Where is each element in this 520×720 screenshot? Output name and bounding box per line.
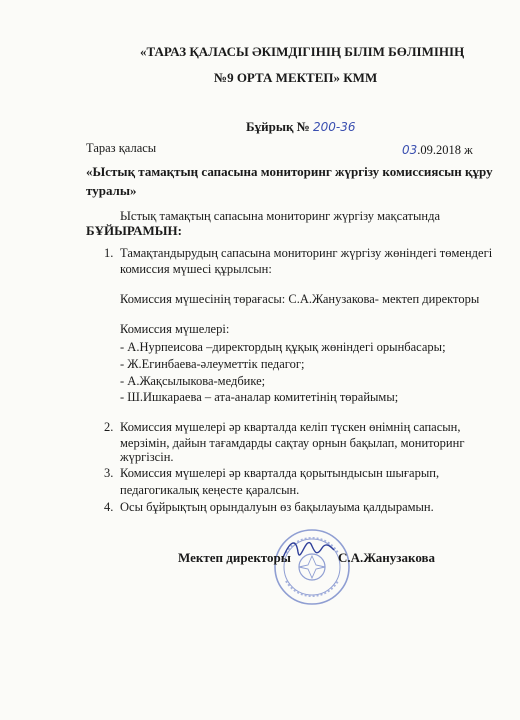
members-header: Комиссия мүшелері: [120,322,230,336]
date-day: 03 [402,143,418,157]
title-line-2: туралы» [86,183,137,198]
item-1-line-2: комиссия мүшесі құрылсын: [120,262,272,276]
item-2-line-2: мерзімін, дайын тағамдарды сақтау орнын бақылап, мониторинг [120,436,465,450]
place: Тараз қаласы [86,141,157,155]
date-rest: .09.2018 ж [417,143,473,157]
signature-name: С.А.Жанузакова [338,550,436,565]
order-label [246,119,356,135]
decree: БҰЙЫРАМЫН: [86,223,183,238]
signature-role: Мектеп директоры [178,550,291,565]
member-1: - А.Нурпеисова –директордың құқық жөніндегі орынбасары; [120,340,446,354]
item-3-line-2: педагогикалық кеңесте қаралсын. [120,483,300,497]
member-3: - А.Жақсылыкова-медбике; [120,374,266,388]
header-line-1: «ТАРАЗ ҚАЛАСЫ ӘКІМДІГІНІҢ БІЛІМ БӨЛІМІНІҢ [140,44,465,59]
chair: Комиссия мүшесінің төрағасы: С.А.Жанузакова- мектеп директоры [120,292,480,306]
date [402,143,473,158]
item-3-number: 3. [104,466,114,480]
item-2-line-1: Комиссия мүшелері әр кварталда келіп түскен өнімнің сапасын, [120,420,461,434]
title-line-1: «Ыстық тамақтың сапасына мониторинг жүргізу комиссиясын құру [86,164,493,179]
member-2: - Ж.Егинбаева-әлеуметтік педагог; [120,357,305,371]
item-2-number: 2. [104,420,114,434]
item-2-line-3: жүргізсін. [120,450,174,464]
item-4-line: Осы бұйрықтың орындалуын өз бақылауыма қалдырамын. [120,500,434,514]
purpose: Ыстық тамақтың сапасына мониторинг жүргізу мақсатында [120,209,441,223]
order-label-text: Бұйрық № [246,119,310,134]
order-number: 200-36 [313,120,356,134]
item-4-number: 4. [104,500,114,514]
item-3-line-1: Комиссия мүшелері әр кварталда қорытындысын шығарып, [120,466,440,480]
header-line-2: №9 ОРТА МЕКТЕП» КММ [214,70,378,85]
item-1-line-1: Тамақтандырудың сапасына мониторинг жүргізу жөніндегі төмендегі [120,246,493,260]
item-1-number: 1. [104,246,114,260]
member-4: - Ш.Ишкараева – ата-аналар комитетінің төрайымы; [120,390,399,404]
